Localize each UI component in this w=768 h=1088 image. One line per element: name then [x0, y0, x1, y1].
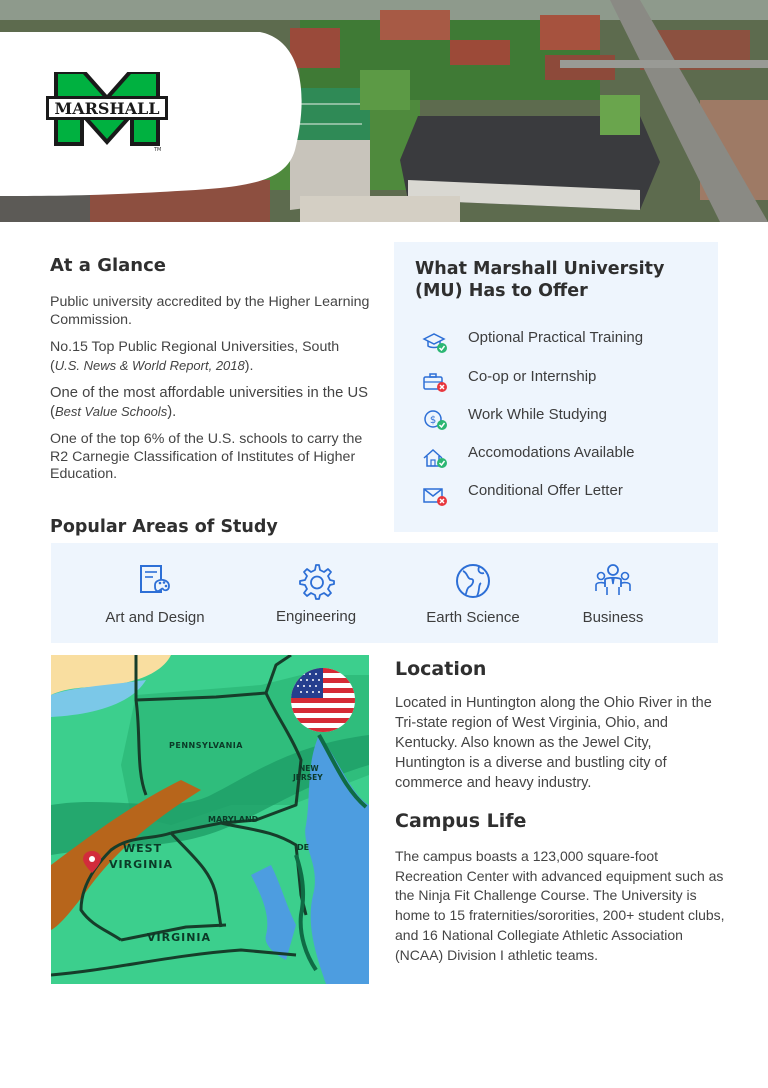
map-label-virginia: VIRGINIA: [147, 931, 212, 944]
area-business: [543, 543, 683, 643]
offer-label: Work While Studying: [468, 406, 607, 423]
gear-icon: [296, 561, 336, 601]
area-engineering: [246, 543, 386, 643]
offer-item-housing: [422, 443, 712, 471]
offer-item-conditional: [422, 481, 712, 509]
art-palette-icon: [135, 561, 175, 601]
offer-label: Co-op or Internship: [468, 368, 597, 385]
ranking-text-end: ).: [244, 357, 254, 374]
logo-wordmark: MARSHALL: [54, 99, 160, 118]
popular-areas-heading: Popular Areas of Study: [50, 517, 278, 537]
envelope-cross-icon: [422, 485, 450, 507]
map-label-jersey: JERSEY: [293, 773, 323, 782]
map-label-maryland: MARYLAND: [208, 815, 259, 824]
globe-icon: [453, 561, 493, 601]
trademark-symbol: TM: [154, 147, 162, 153]
offer-item-work: [422, 405, 712, 433]
map-label-pennsylvania: PENNSYLVANIA: [169, 741, 243, 750]
graduation-cap-check-icon: [422, 332, 450, 354]
offer-label: Optional Practical Training: [468, 329, 644, 346]
area-label: Engineering: [275, 608, 357, 625]
map-label-new: NEW: [299, 764, 319, 773]
areas-of-study-panel: [51, 543, 718, 643]
carnegie-fact: One of the top 6% of the U.S. schools to carry the R2 Carnegie Classification of Institutes of Higher Education.: [50, 431, 363, 482]
ranking-text: No.15 Top Public Regional Universities, South (: [50, 339, 340, 374]
region-map: [51, 655, 369, 984]
offer-item-coop: [422, 367, 712, 395]
offerings-panel: [394, 242, 718, 532]
ranking-fact: [50, 339, 370, 375]
at-a-glance-section: [50, 255, 370, 494]
map-label-west: WEST: [123, 842, 163, 855]
affordability-text-end: ).: [167, 403, 177, 420]
area-earth-science: [403, 543, 543, 643]
ranking-source: U.S. News & World Report, 2018: [54, 357, 245, 373]
campus-life-body: The campus boasts a 123,000 square-foot Recreation Center with advanced equipment such as the Ninja Fit Challenge Course. The University is home to 15 fraternities/sororities, 200+ student clubs, and 16 National Collegiate Athletic Association (NCAA) Division I athletic teams.: [395, 848, 725, 963]
svg-text:$: $: [429, 415, 437, 426]
area-label: Earth Science: [426, 609, 520, 626]
map-label-virginia-west: VIRGINIA: [109, 858, 174, 871]
house-check-icon: [422, 447, 450, 469]
offer-label: Accomodations Available: [468, 444, 635, 461]
accreditation-fact: Public university accredited by the Higher Learning Commission.: [50, 294, 370, 328]
location-section: [395, 658, 725, 793]
business-people-icon: [593, 561, 633, 601]
offer-item-opt: [422, 328, 712, 356]
offer-label: Conditional Offer Letter: [468, 482, 623, 499]
area-label: Business: [582, 609, 644, 626]
affordability-fact: [50, 385, 370, 421]
briefcase-cross-icon: [422, 371, 450, 393]
marshall-logo: [46, 72, 168, 154]
offerings-heading: What Marshall University (MU) Has to Offer: [415, 259, 665, 301]
map-label-de: DE: [297, 843, 310, 852]
location-heading: Location: [395, 658, 487, 680]
dollar-coin-check-icon: [422, 409, 450, 431]
area-label: Art and Design: [105, 609, 205, 626]
at-a-glance-heading: At a Glance: [50, 255, 166, 276]
affordability-text: One of the most affordable universities in the US (: [50, 385, 369, 420]
campus-life-heading: Campus Life: [395, 810, 527, 832]
area-art-and-design: [85, 543, 225, 643]
affordability-source: Best Value Schools: [54, 403, 168, 419]
campus-life-section: [395, 810, 725, 965]
location-body: Located in Huntington along the Ohio River in the Tri-state region of West Virginia, Ohio, and Kentucky. Also known as the Jewel City, Huntington is a diverse and bustling city of commerce and heavy industry.: [395, 695, 712, 791]
